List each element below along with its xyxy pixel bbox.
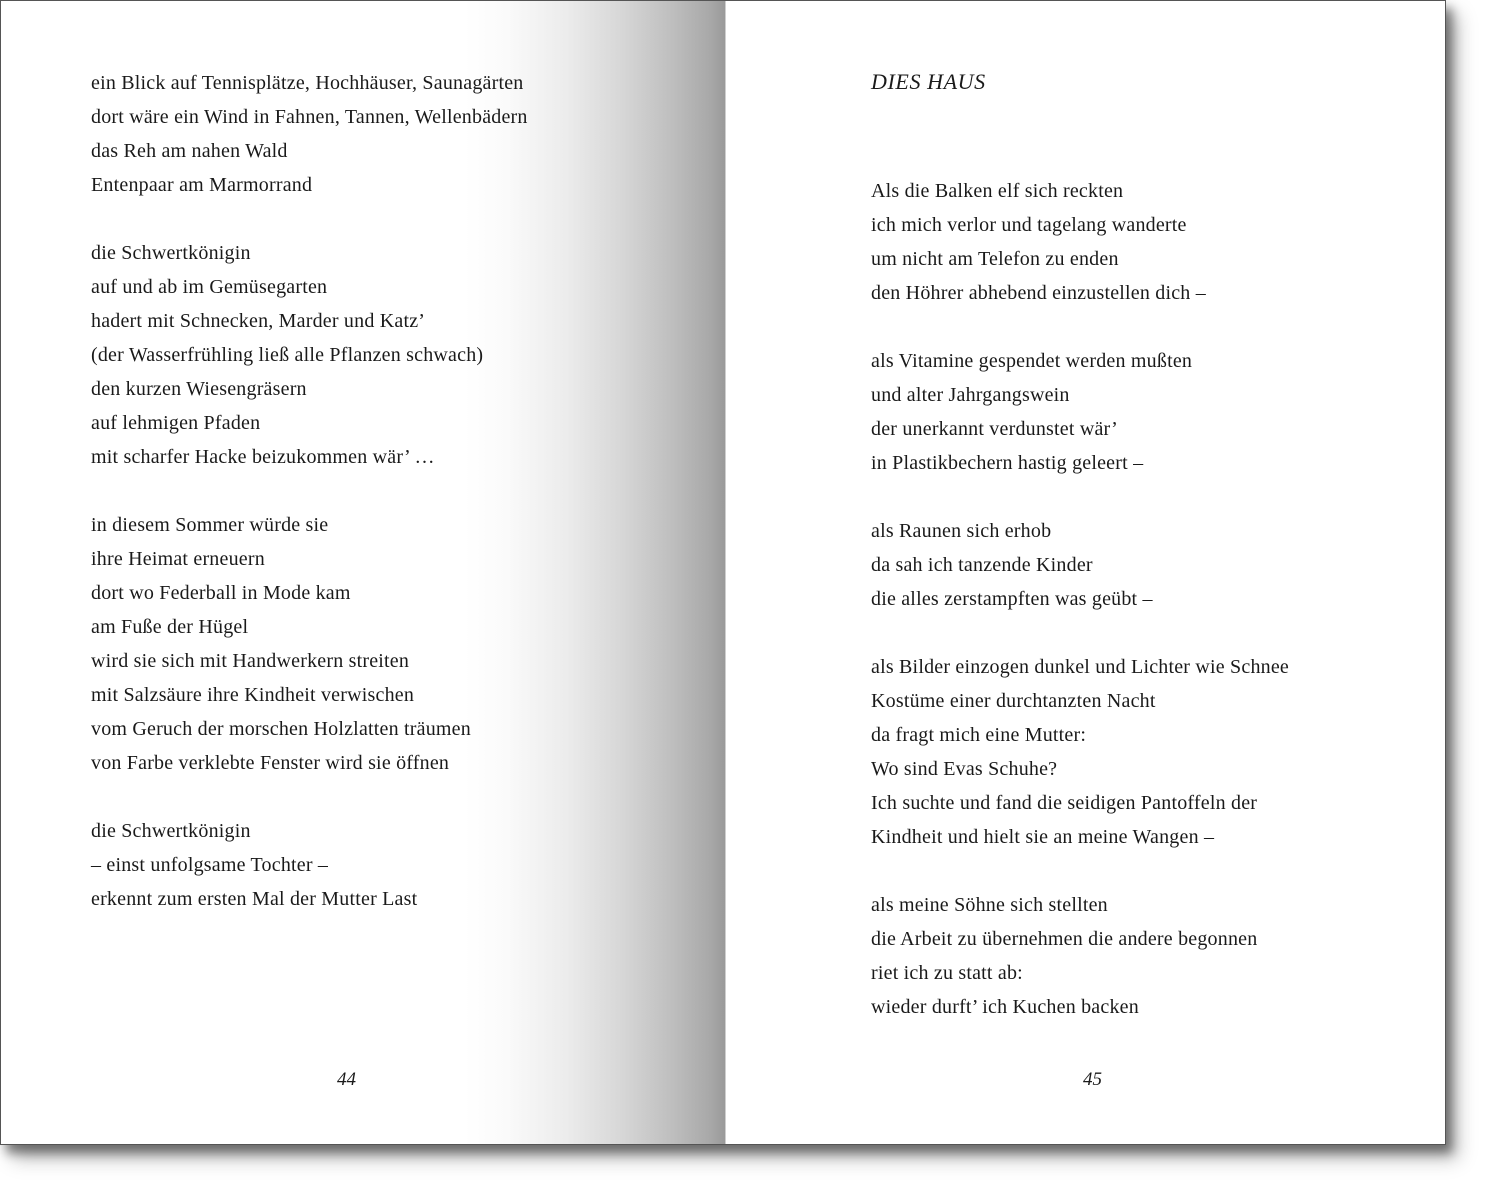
poem-line: riet ich zu statt ab: [871, 962, 1023, 984]
poem-line: in Plastikbechern hastig geleert – [871, 452, 1144, 474]
poem-title: DIES HAUS [871, 69, 986, 94]
poem-line: ein Blick auf Tennisplätze, Hochhäuser, Saunagärten [91, 72, 524, 94]
poem-line: auf lehmigen Pfaden [91, 412, 261, 434]
stanza-break [91, 202, 528, 236]
poem-line: Kostüme einer durchtanzten Nacht [871, 690, 1156, 712]
poem-line: als meine Söhne sich stellten [871, 894, 1108, 916]
poem-line: in diesem Sommer würde sie [91, 514, 329, 536]
poem-line: dort wäre ein Wind in Fahnen, Tannen, Wellenbädern [91, 106, 528, 128]
poem-line: auf und ab im Gemüsegarten [91, 276, 328, 298]
poem-line: wird sie sich mit Handwerkern streiten [91, 650, 410, 672]
poem-line: die alles zerstampften was geübt – [871, 588, 1153, 610]
page-number-right: 45 [1083, 1069, 1102, 1090]
right-poem-text [871, 174, 1289, 1024]
poem-line: als Raunen sich erhob [871, 520, 1052, 542]
poem-line: mit Salzsäure ihre Kindheit verwischen [91, 684, 415, 706]
poem-line: mit scharfer Hacke beizukommen wär’ … [91, 446, 435, 468]
poem-line: ich mich verlor und tagelang wanderte [871, 214, 1187, 236]
poem-line: den kurzen Wiesengräsern [91, 378, 307, 400]
stanza-break [871, 480, 1289, 514]
poem-line: am Fuße der Hügel [91, 616, 249, 638]
poem-line: Ich suchte und fand die seidigen Pantoffeln der [871, 792, 1258, 814]
poem-line: die Schwertkönigin [91, 820, 251, 842]
poem-line: (der Wasserfrühling ließ alle Pflanzen schwach) [91, 344, 484, 366]
poem-line: Entenpaar am Marmorrand [91, 174, 313, 196]
poem-line: Wo sind Evas Schuhe? [871, 758, 1058, 780]
poem-line: Als die Balken elf sich reckten [871, 180, 1124, 202]
stanza-break [871, 616, 1289, 650]
poem-line: den Höhrer abhebend einzustellen dich – [871, 282, 1206, 304]
page-number-left: 44 [337, 1069, 356, 1090]
poem-line: da sah ich tanzende Kinder [871, 554, 1093, 576]
stanza-break [91, 780, 528, 814]
poem-line: und alter Jahrgangswein [871, 384, 1070, 406]
poem-line: das Reh am nahen Wald [91, 140, 288, 162]
poem-line: vom Geruch der morschen Holzlatten träumen [91, 718, 471, 740]
poem-line: als Vitamine gespendet werden mußten [871, 350, 1193, 372]
poem-line: ihre Heimat erneuern [91, 548, 265, 570]
poem-line: die Arbeit zu übernehmen die andere begonnen [871, 928, 1258, 950]
left-page [1, 1, 725, 1144]
poem-line: als Bilder einzogen dunkel und Lichter wie Schnee [871, 656, 1290, 678]
poem-line: hadert mit Schnecken, Marder und Katz’ [91, 310, 426, 332]
poem-line: – einst unfolgsame Tochter – [91, 854, 329, 876]
poem-line: die Schwertkönigin [91, 242, 251, 264]
poem-line: erkennt zum ersten Mal der Mutter Last [91, 888, 418, 910]
poem-line: Kindheit und hielt sie an meine Wangen – [871, 826, 1215, 848]
left-poem-text [91, 66, 528, 916]
poem-line: von Farbe verklebte Fenster wird sie öffnen [91, 752, 450, 774]
right-page [725, 1, 1445, 1144]
poem-line: wieder durft’ ich Kuchen backen [871, 996, 1139, 1018]
stanza-break [91, 474, 528, 508]
stanza-break [871, 854, 1289, 888]
poem-line: da fragt mich eine Mutter: [871, 724, 1087, 746]
stanza-break [871, 310, 1289, 344]
poem-line: dort wo Federball in Mode kam [91, 582, 351, 604]
poem-line: um nicht am Telefon zu enden [871, 248, 1119, 270]
poem-line: der unerkannt verdunstet wär’ [871, 418, 1119, 440]
